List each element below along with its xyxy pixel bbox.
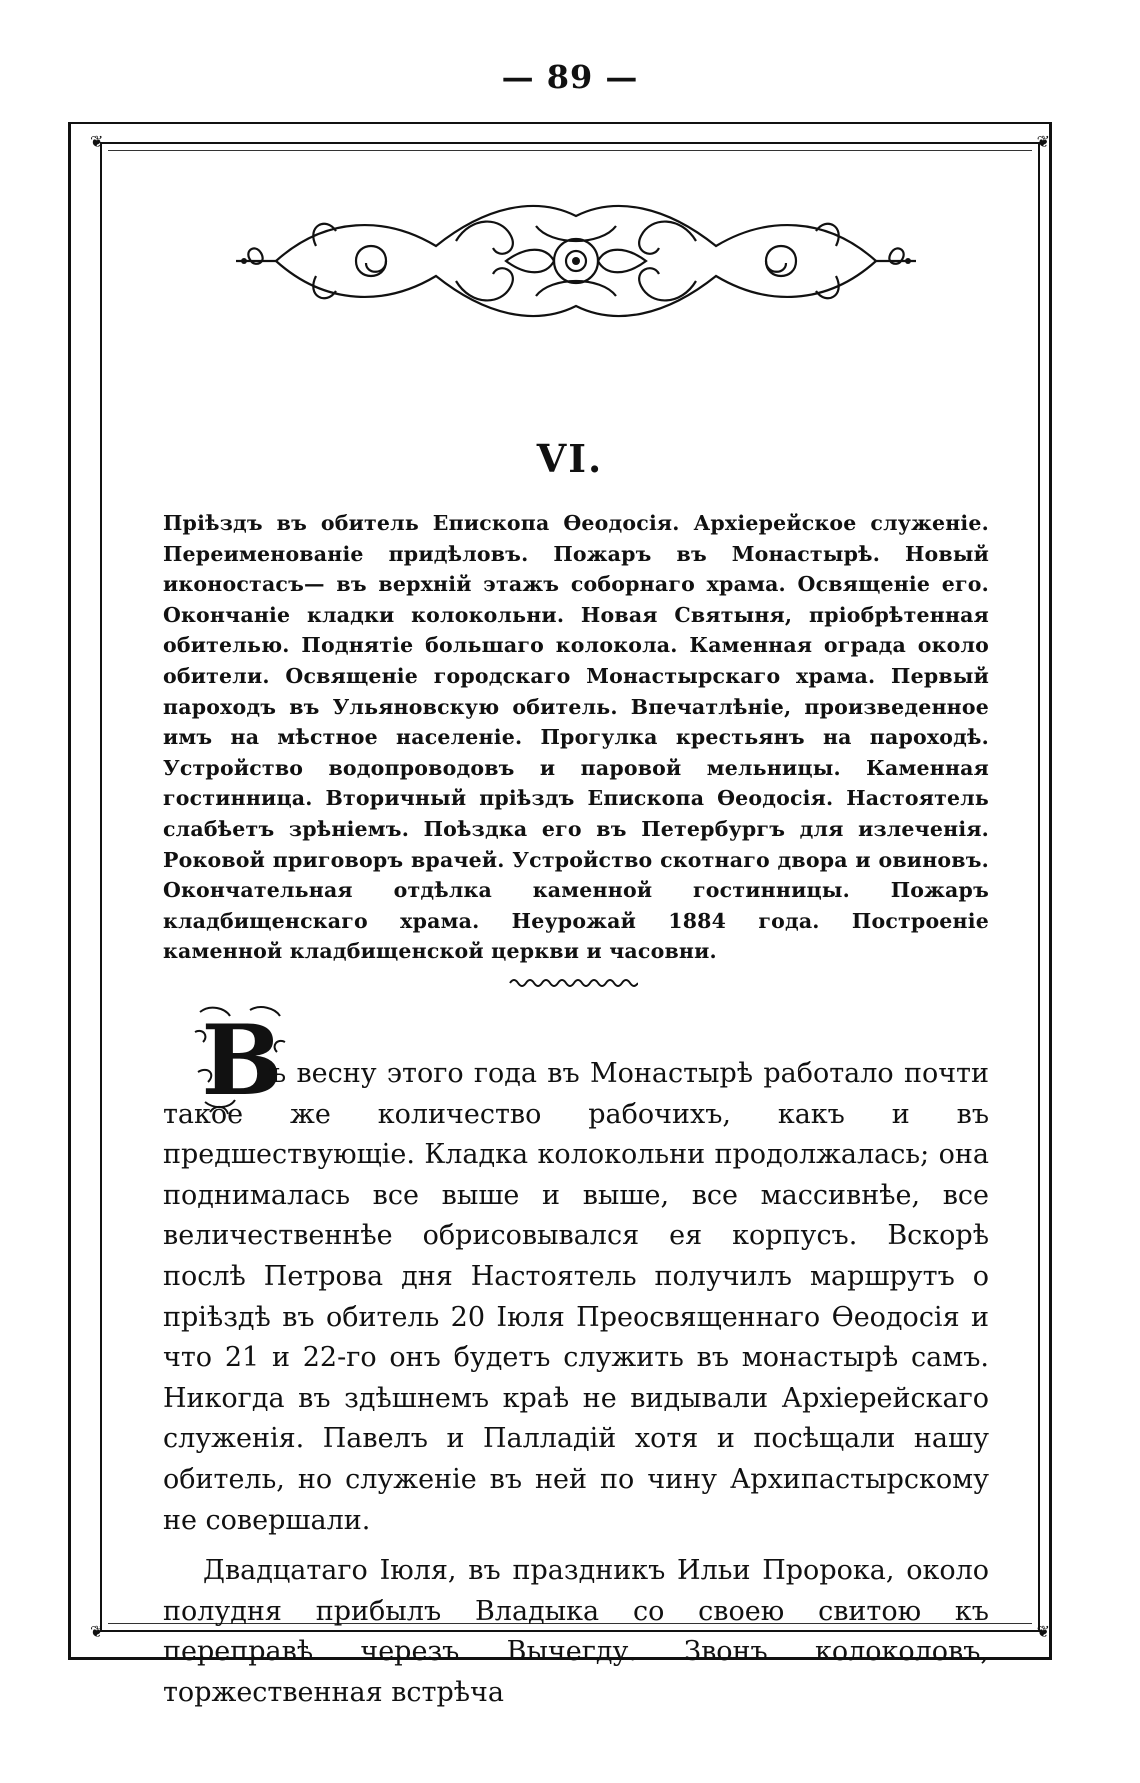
dropcap-letter: В — [201, 1004, 283, 1116]
corner-ornament-icon: ❦ — [90, 1622, 104, 1641]
wavy-divider — [508, 976, 638, 990]
page-number: — 89 — — [501, 58, 639, 96]
paragraph-1: ъ весну этого года въ Монастырѣ работало почти такое же количество рабочихъ, какъ и въ предшествующiе. Кладка колокольни продолжалась; она поднималась все выше и выше, все массивнѣе, все величественнѣе обрисовывался ея корпусъ. Вскорѣ послѣ Петрова дня Настоятель получилъ маршрутъ о прiѣздѣ въ обитель 20 Iюля Преосвященнаго Ѳеодосiя и что 21 и 22-го онъ будетъ служить въ монастырѣ самъ. Никогда въ здѣшнемъ краѣ не видывали Архiерейскаго служенiя. Павелъ и Палладiй хотя и посѣщали нашу обитель, но служенiе въ ней по чину Архипастырскому не совершали. — [163, 1058, 989, 1536]
paragraph-2: Двадцатаго Iюля, въ праздникъ Ильи Пророка, около полудня прибылъ Владыка со своею свитою къ переправѣ черезъ Вычегду. Звонъ колоколовъ, торжественная встрѣча — [163, 1555, 989, 1708]
headpiece-ornament — [236, 186, 916, 336]
chapter-numeral: VI. — [536, 436, 604, 481]
corner-ornament-icon: ❦ — [90, 132, 104, 151]
corner-ornament-icon: ❦ — [1036, 132, 1050, 151]
chapter-summary: Прiѣздъ въ обитель Епископа Ѳеодосiя. Архiерейское служенiе. Переименованiе придѣловъ. Пожаръ въ Монастырѣ. Новый иконостасъ— въ верхнiй этажъ соборнаго храма. Освященiе его. Окончанiе кладки колокольни. Новая Святыня, прiобрѣтенная обителью. Поднятiе большаго колокола. Каменная ограда около обители. Освященiе городскаго Монастырскаго храма. Первый пароходъ въ Ульяновскую обитель. Впечатлѣнiе, произведенное имъ на мѣстное населенiе. Прогулка крестьянъ на пароходѣ. Устройство водопроводовъ и паровой мельницы. Каменная гостинница. Вторичный прiѣздъ Епископа Ѳеодосiя. Настоятель слабѣетъ зрѣнiемъ. Поѣздка его въ Петербургъ для излеченiя. Роковой приговоръ врачей. Устройство скотнаго двора и овиновъ. Окончательная отдѣлка каменной гостинницы. Пожаръ кладбищенскаго храма. Неурожай 1884 года. Построенiе каменной кладбищенской церкви и часовни. — [163, 511, 989, 964]
body-text — [163, 1054, 989, 1714]
corner-ornament-icon: ❦ — [1036, 1622, 1050, 1641]
